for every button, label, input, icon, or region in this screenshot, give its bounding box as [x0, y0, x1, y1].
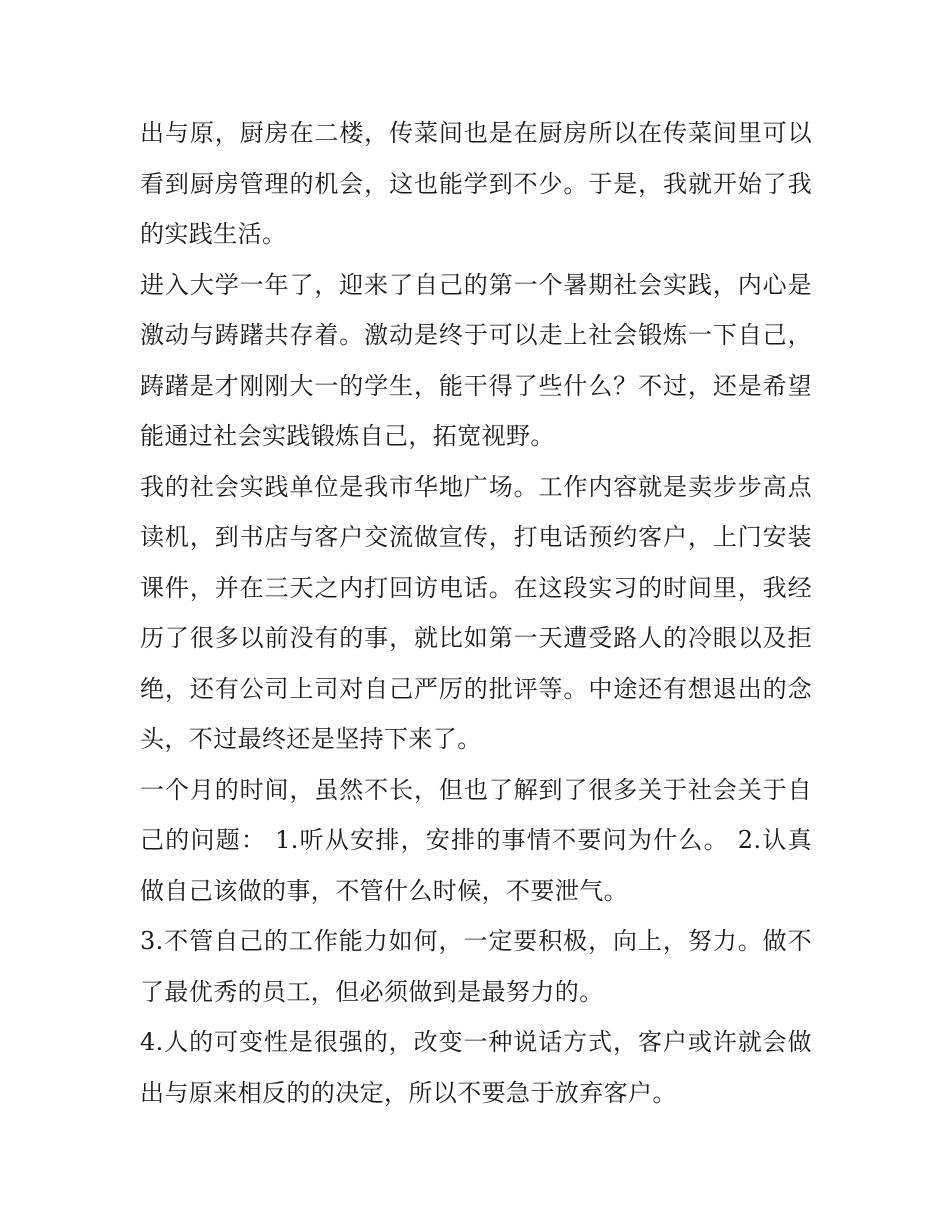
paragraph-4: 一个月的时间，虽然不长，但也了解到了很多关于社会关于自己的问题： 1.听从安排，安排的事情不要问为什么。 2.认真做自己该做的事，不管什么时候，不要泄气。: [140, 775, 812, 905]
paragraph-1: 出与原，厨房在二楼，传菜间也是在厨房所以在传菜间里可以看到厨房管理的机会，这也能学到不少。于是，我就开始了我的实践生活。: [140, 119, 812, 248]
document-body: [140, 108, 812, 1118]
paragraph-2: 进入大学一年了，迎来了自己的第一个暑期社会实践，内心是激动与踌躇共存着。激动是终于可以走上社会锻炼一下自己，踌躇是才刚刚大一的学生，能干得了些什么？不过，还是希望能通过社会实践锻炼自己，拓宽视野。: [140, 270, 812, 450]
paragraph-5: 3.不管自己的工作能力如何，一定要积极，向上，努力。做不了最优秀的员工，但必须做到是最努力的。: [140, 927, 812, 1006]
paragraph-6: 4.人的可变性是很强的，改变一种说话方式，客户或许就会做出与原来相反的的决定，所以不要急于放弃客户。: [140, 1028, 812, 1107]
paragraph-3: 我的社会实践单位是我市华地广场。工作内容就是卖步步高点读机，到书店与客户交流做宣传，打电话预约客户，上门安装课件，并在三天之内打回访电话。在这段实习的时间里，我经历了很多以前没有的事，就比如第一天遭受路人的冷眼以及拒绝，还有公司上司对自己严厉的批评等。中途还有想退出的念头，不过最终还是坚持下来了。: [140, 472, 812, 753]
